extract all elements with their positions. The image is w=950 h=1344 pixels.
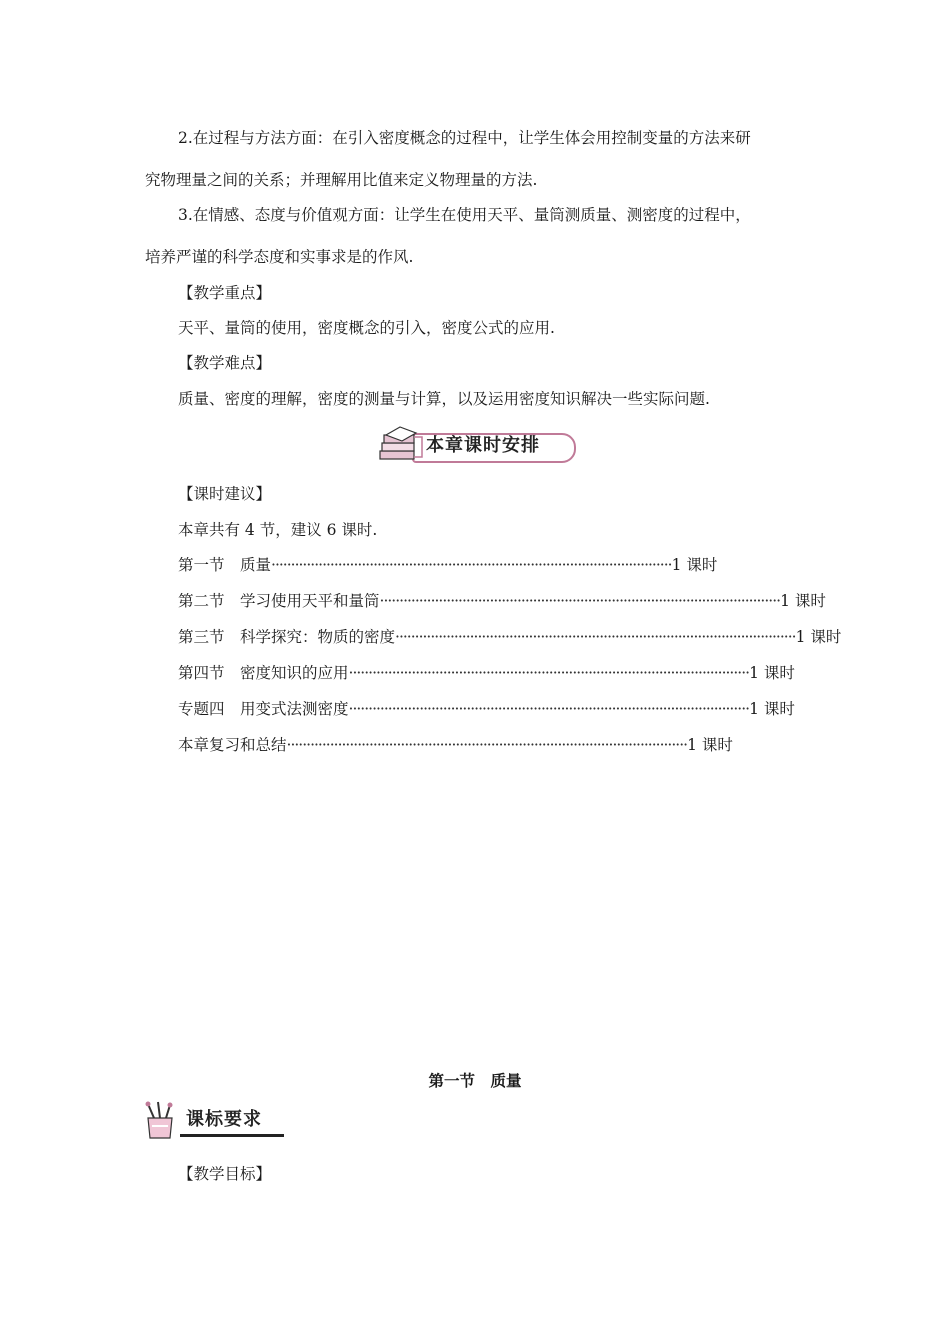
- toc-leader: ······································································································: [348, 664, 750, 682]
- toc-row-section1: [178, 555, 718, 575]
- paragraph-attitude-line1: 3.在情感、态度与价值观方面：让学生在使用天平、量筒测质量、测密度的过程中，: [178, 206, 751, 224]
- toc-label: 第四节 密度知识的应用: [178, 664, 349, 682]
- toc-row-section2: [178, 591, 826, 611]
- paragraph-attitude-line2: 培养严谨的科学态度和实事求是的作风.: [145, 248, 414, 266]
- badge-underline: [180, 1134, 284, 1137]
- toc-leader: ······································································································: [271, 556, 672, 574]
- schedule-summary: 本章共有 4 节，建议 6 课时.: [178, 521, 378, 539]
- key-points-text: 天平、量筒的使用，密度概念的引入，密度公式的应用.: [178, 319, 555, 337]
- section-title: 第一节 质量: [428, 1071, 522, 1090]
- paragraph-process-methods-line2: 究物理量之间的关系；并理解用比值来定义物理量的方法.: [145, 171, 538, 189]
- curriculum-requirements-badge: [140, 1100, 290, 1142]
- toc-row-topic4: [178, 699, 795, 719]
- toc-leader: ······································································································: [379, 592, 781, 610]
- toc-label: 第三节 科学探究：物质的密度: [178, 628, 396, 646]
- toc-leader: ······································································································: [395, 628, 796, 646]
- key-points-heading: 【教学重点】: [178, 284, 272, 302]
- paragraph-process-methods-line1: 2.在过程与方法方面：在引入密度概念的过程中，让学生体会用控制变量的方法来研: [178, 129, 751, 147]
- toc-hours: 1 课时: [795, 628, 842, 646]
- difficulties-text: 质量、密度的理解，密度的测量与计算，以及运用密度知识解决一些实际问题.: [178, 390, 710, 408]
- toc-hours: 1 课时: [749, 664, 795, 682]
- badge-label: 课标要求: [186, 1109, 262, 1130]
- toc-leader: ······································································································: [348, 700, 750, 718]
- toc-hours: 1 课时: [671, 556, 718, 574]
- toc-label: 第一节 质量: [178, 556, 272, 574]
- toc-row-section4: [178, 663, 795, 683]
- toc-label: 本章复习和总结: [178, 736, 287, 754]
- objectives-heading: 【教学目标】: [178, 1165, 272, 1183]
- toc-label: 第二节 学习使用天平和量筒: [178, 592, 380, 610]
- book-stack-icon: [376, 425, 426, 465]
- schedule-heading: 【课时建议】: [178, 485, 272, 503]
- banner-label: 本章课时安排: [426, 435, 540, 456]
- toc-hours: 1 课时: [780, 592, 826, 610]
- toc-leader: ······································································································: [286, 736, 688, 754]
- toc-row-review: [178, 735, 733, 755]
- difficulties-heading: 【教学难点】: [178, 354, 272, 372]
- toc-label: 专题四 用变式法测密度: [178, 700, 349, 718]
- chapter-schedule-banner: [376, 425, 576, 465]
- toc-row-section3: [178, 627, 842, 647]
- toc-hours: 1 课时: [749, 700, 795, 718]
- toc-hours: 1 课时: [687, 736, 733, 754]
